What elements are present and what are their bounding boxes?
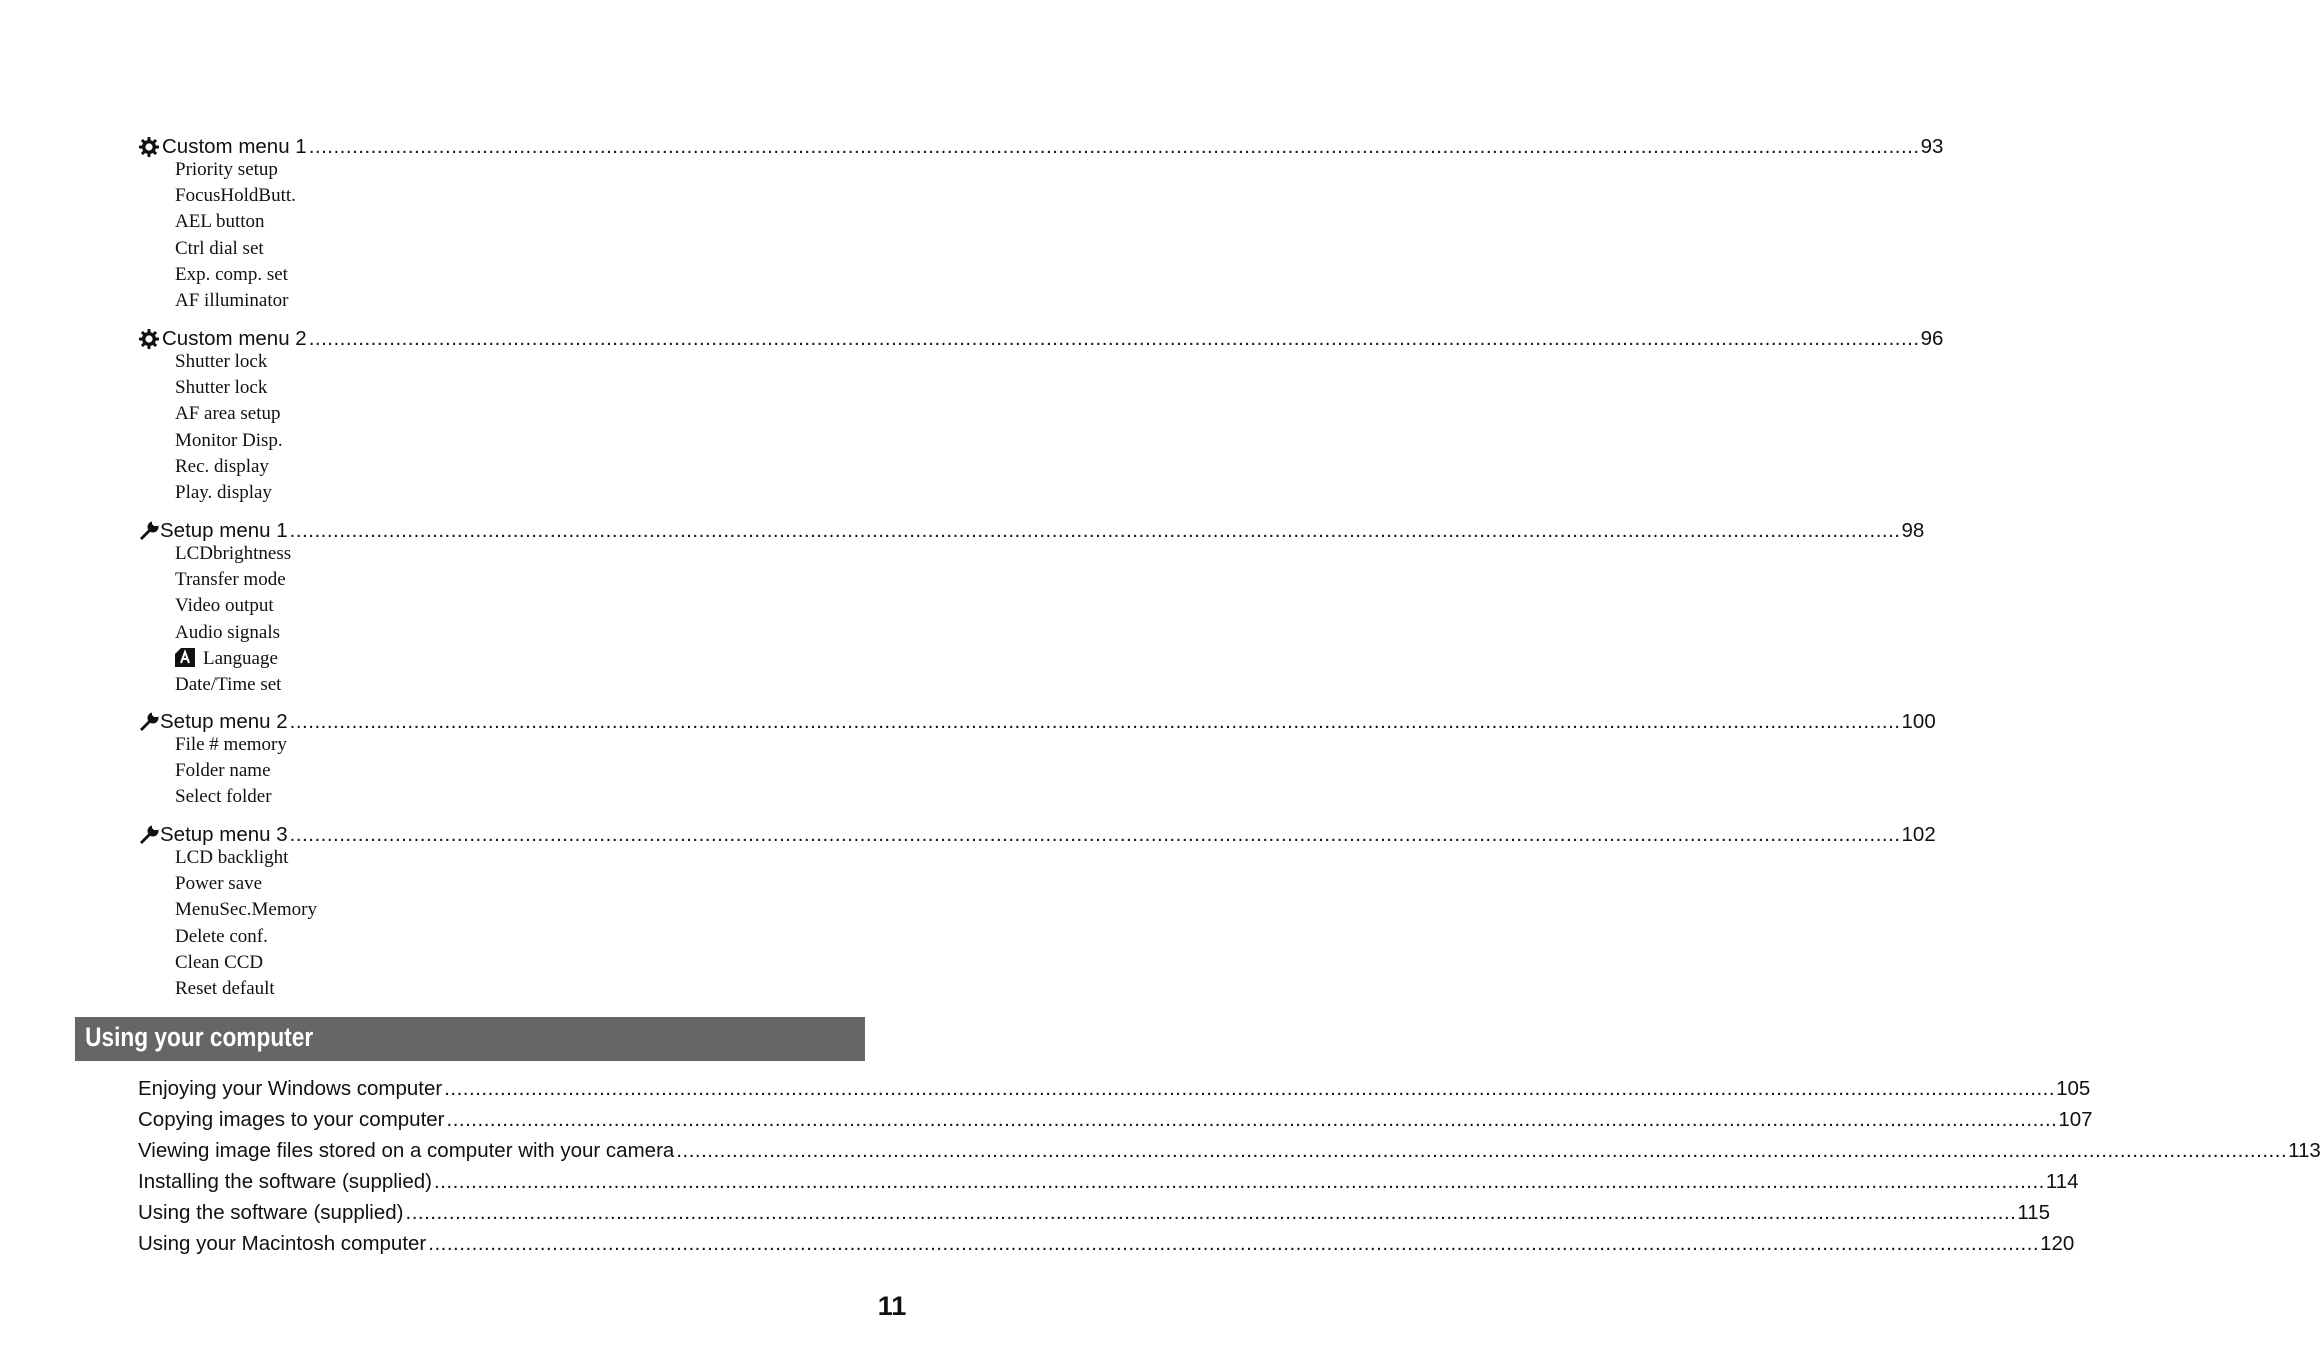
sub-item: Shutter lock [175, 377, 268, 399]
toc-entry-custom-menu-2 [138, 323, 1944, 506]
toc-page: 98 [1901, 519, 1925, 542]
toc-heading[interactable] [138, 515, 1925, 542]
toc-entry[interactable] [138, 1228, 2075, 1259]
toc-title: Setup menu 2 [160, 710, 288, 733]
toc-title: Custom menu 2 [162, 327, 307, 350]
sub-item: Folder name [175, 760, 271, 782]
dot-leader: .................................................................................................................................................................................................................................................................... [428, 1232, 2040, 1255]
dot-leader: .................................................................................................................................................................................................................................................................... [289, 823, 1901, 846]
toc-page: 120 [2040, 1232, 2075, 1255]
sub-item: Transfer mode [175, 569, 286, 591]
toc-title: Copying images to your computer [138, 1108, 445, 1131]
toc-entry[interactable] [138, 1135, 2321, 1166]
toc-entry[interactable] [138, 1197, 2051, 1228]
toc-entry-setup-menu-1 [138, 515, 1925, 698]
toc-entry-setup-menu-2 [138, 706, 1936, 811]
gear-icon [138, 328, 162, 350]
toc-page: 105 [2056, 1077, 2091, 1100]
dot-leader: .................................................................................................................................................................................................................................................................... [405, 1201, 2017, 1224]
sub-item: MenuSec.Memory [175, 899, 317, 921]
sub-item: Priority setup [175, 159, 278, 180]
sub-item: FocusHoldButt. [175, 185, 296, 207]
sub-item-list [138, 349, 864, 506]
toc-heading[interactable] [138, 323, 1944, 350]
sub-item: Play. display [175, 481, 272, 503]
language-icon [175, 648, 195, 675]
toc-entry[interactable] [138, 1166, 2079, 1197]
toc-heading[interactable] [138, 131, 1944, 158]
toc-title: Enjoying your Windows computer [138, 1077, 443, 1100]
dot-leader: .................................................................................................................................................................................................................................................................... [434, 1170, 2045, 1193]
sub-item: Audio signals [175, 621, 281, 643]
sub-item: Exp. comp. set [175, 263, 288, 285]
toc-title: Custom menu 1 [162, 135, 307, 158]
section-title: Using your computer [85, 1022, 314, 1052]
toc-entry-setup-menu-3 [138, 819, 1936, 1002]
sub-item-list [138, 732, 864, 811]
sub-item: Clean CCD [175, 951, 264, 973]
toc-entry-custom-menu-1 [138, 131, 1944, 314]
sub-item-list [138, 541, 864, 698]
sub-item: Shutter lock [175, 351, 268, 372]
sub-item-list [138, 157, 864, 314]
dot-leader: .................................................................................................................................................................................................................................................................... [308, 327, 1920, 350]
toc-page: 114 [2045, 1170, 2079, 1193]
dot-leader: .................................................................................................................................................................................................................................................................... [289, 519, 1901, 542]
toc-page: 100 [1901, 710, 1936, 733]
sub-item-language [175, 646, 864, 672]
dot-leader: .................................................................................................................................................................................................................................................................... [446, 1108, 2058, 1131]
dot-leader: .................................................................................................................................................................................................................................................................... [676, 1139, 2288, 1162]
toc-page: 115 [2017, 1201, 2051, 1224]
section-entry-list [138, 1073, 2321, 1259]
toc-heading[interactable] [138, 706, 1936, 733]
sub-item: Reset default [175, 977, 275, 999]
sub-item: Monitor Disp. [175, 429, 283, 451]
toc-title: Using your Macintosh computer [138, 1232, 427, 1255]
toc-page: 93 [1920, 135, 1944, 158]
sub-item: Rec. display [175, 455, 269, 477]
toc-entry[interactable] [138, 1104, 2093, 1135]
sub-item: AEL button [175, 211, 265, 233]
toc-heading[interactable] [138, 819, 1936, 846]
sub-item: File # memory [175, 734, 287, 755]
toc-title: Setup menu 1 [160, 519, 288, 542]
dot-leader: .................................................................................................................................................................................................................................................................... [308, 135, 1920, 158]
sub-item: Select folder [175, 786, 272, 808]
wrench-icon [138, 711, 160, 733]
wrench-icon [138, 520, 160, 542]
dot-leader: .................................................................................................................................................................................................................................................................... [444, 1077, 2056, 1100]
toc-entry[interactable] [138, 1073, 2091, 1104]
sub-item: Video output [175, 595, 274, 617]
sub-item: Power save [175, 873, 263, 895]
toc-page: 96 [1920, 327, 1944, 350]
toc-page: 107 [2058, 1108, 2093, 1131]
sub-item: AF illuminator [175, 289, 289, 311]
toc-page: 102 [1901, 823, 1936, 846]
toc-title: Using the software (supplied) [138, 1201, 404, 1224]
sub-item: LCDbrightness [175, 543, 292, 564]
sub-item: Delete conf. [175, 925, 268, 947]
dot-leader: .................................................................................................................................................................................................................................................................... [289, 710, 1901, 733]
wrench-icon [138, 824, 160, 846]
toc-title: Installing the software (supplied) [138, 1170, 432, 1193]
toc-title: Viewing image files stored on a computer with your camera [138, 1139, 675, 1162]
sub-item: Date/Time set [175, 673, 282, 695]
gear-icon [138, 136, 162, 158]
sub-item-label: Language [203, 647, 278, 669]
section-header-bar [75, 1017, 865, 1061]
sub-item: Ctrl dial set [175, 237, 264, 259]
toc-page: 113 [2288, 1139, 2321, 1162]
sub-item: AF area setup [175, 403, 281, 425]
toc-title: Setup menu 3 [160, 823, 288, 846]
page-number: 11 [877, 1291, 907, 1321]
sub-item-list [138, 845, 864, 1002]
sub-item: LCD backlight [175, 847, 289, 868]
